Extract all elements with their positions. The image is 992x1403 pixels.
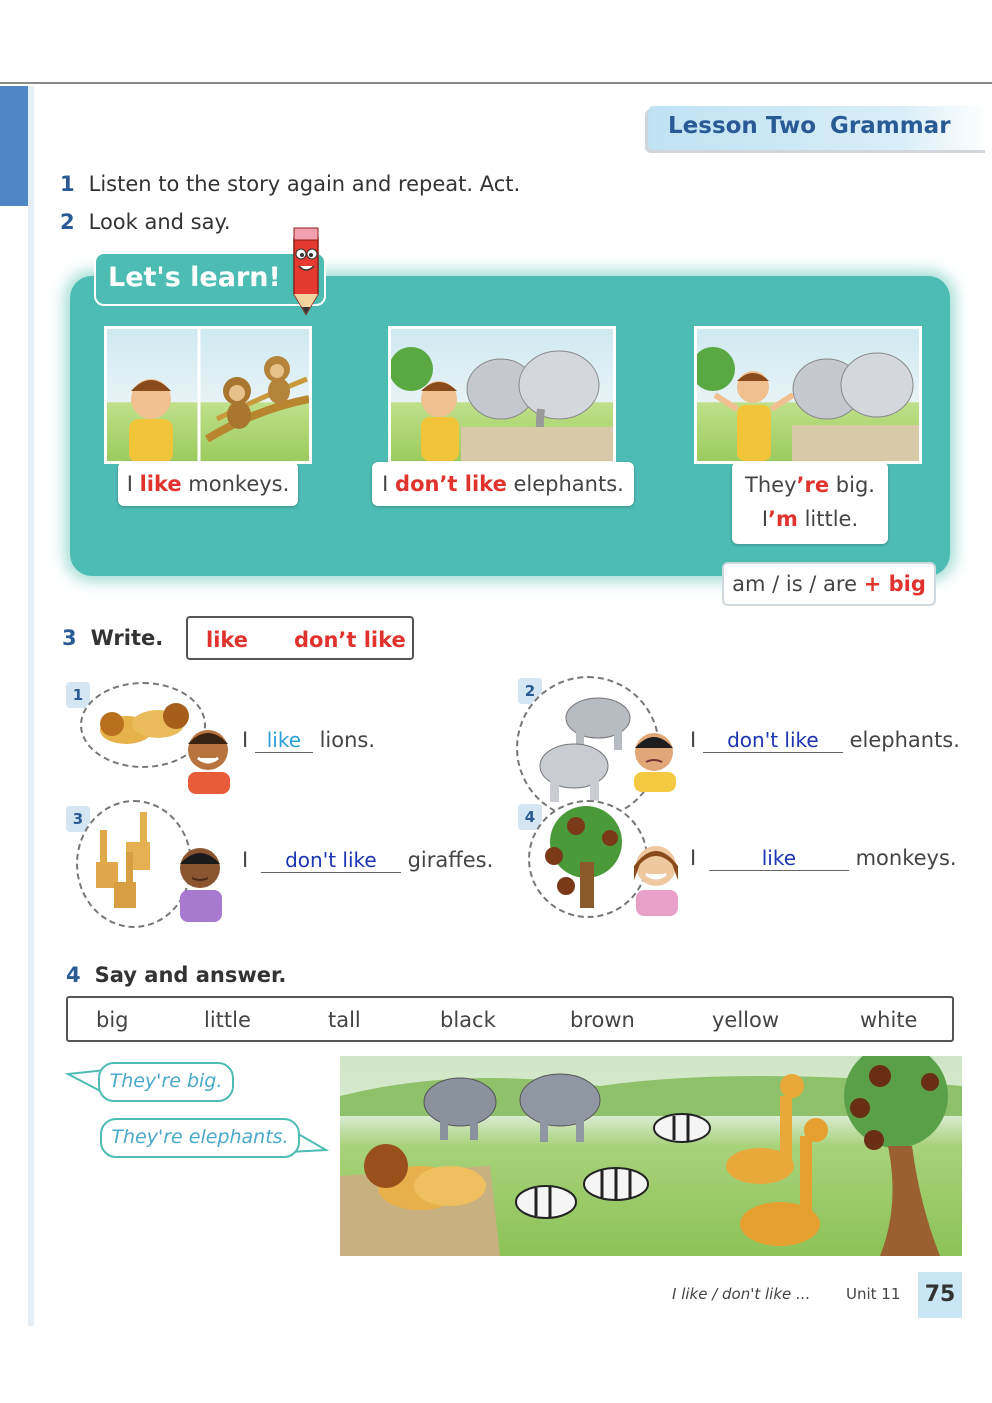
task-3: 3 Write. xyxy=(62,626,164,650)
girl-4-icon xyxy=(628,836,686,916)
item-number: 1 xyxy=(66,682,90,708)
speech-bubble-1: They're big. xyxy=(98,1062,234,1102)
adjective-word-box xyxy=(66,996,954,1042)
write-sentence-3: I don't like giraffes. xyxy=(242,848,494,872)
caption-like-monkeys: I like monkeys. xyxy=(118,462,298,506)
word-brown: brown xyxy=(570,1008,635,1032)
page-number: 75 xyxy=(918,1272,962,1318)
monkeys-tree-icon xyxy=(530,802,642,912)
boy-3-icon xyxy=(176,840,226,922)
answer-blank-1[interactable]: like xyxy=(255,728,313,753)
answer-blank-4[interactable]: like xyxy=(709,846,849,871)
boy-big-elephants-illustration xyxy=(697,329,919,461)
page-edge-shadow xyxy=(28,86,34,1326)
boy-1-icon xyxy=(182,722,236,794)
grammar-rule-box: am / is / are + big xyxy=(722,562,936,606)
answer-blank-2[interactable]: don't like xyxy=(703,728,843,753)
pencil-mascot-icon xyxy=(282,218,330,318)
task-1: 1 Listen to the story again and repeat. Act. xyxy=(60,172,521,196)
section-title: Grammar xyxy=(830,113,951,139)
page-edge-tab xyxy=(0,86,28,206)
lets-learn-title: Let's learn! xyxy=(108,262,281,293)
item-number: 3 xyxy=(66,806,90,832)
giraffes-icon xyxy=(78,802,186,922)
word-dont-like: don’t like xyxy=(294,628,406,652)
tree-with-monkeys xyxy=(844,1056,948,1256)
write-sentence-4: I like monkeys. xyxy=(690,846,957,870)
word-like: like xyxy=(206,628,249,652)
speech-bubble-2: They're elephants. xyxy=(100,1118,300,1158)
safari-animals-illustration xyxy=(340,1056,962,1256)
word-tall: tall xyxy=(328,1008,361,1032)
picture-boy-elephants xyxy=(388,326,616,464)
word-black: black xyxy=(440,1008,496,1032)
word-yellow: yellow xyxy=(712,1008,780,1032)
boy-2-icon xyxy=(628,726,682,792)
word-little: little xyxy=(204,1008,251,1032)
caption-theyre-big: They’re big. I’m little. xyxy=(732,462,888,544)
write-sentence-1: I like lions. xyxy=(242,728,376,752)
lesson-banner xyxy=(648,106,988,150)
task-2: 2 Look and say. xyxy=(60,210,231,234)
word-bank-box xyxy=(186,616,414,660)
boy-elephants-illustration xyxy=(391,329,613,461)
item-number: 2 xyxy=(518,678,542,704)
safari-scene xyxy=(340,1056,962,1256)
lesson-title: Lesson Two xyxy=(668,113,817,139)
footer-unit: Unit 11 xyxy=(846,1285,901,1303)
word-big: big xyxy=(96,1008,129,1032)
item-number: 4 xyxy=(518,804,542,830)
picture-boy-big-elephants xyxy=(694,326,922,464)
task-4: 4 Say and answer. xyxy=(66,963,287,987)
write-sentence-2: I don't like elephants. xyxy=(690,728,960,752)
top-rule xyxy=(0,82,992,84)
thought-bubble-giraffes xyxy=(76,800,192,928)
footer-topic: I like / don't like ... xyxy=(672,1285,811,1303)
word-white: white xyxy=(860,1008,918,1032)
boy-monkeys-illustration xyxy=(107,329,309,461)
picture-boy-monkeys xyxy=(104,326,312,464)
caption-dont-like-elephants: I don’t like elephants. xyxy=(372,462,634,506)
answer-blank-3[interactable]: don't like xyxy=(261,848,401,873)
